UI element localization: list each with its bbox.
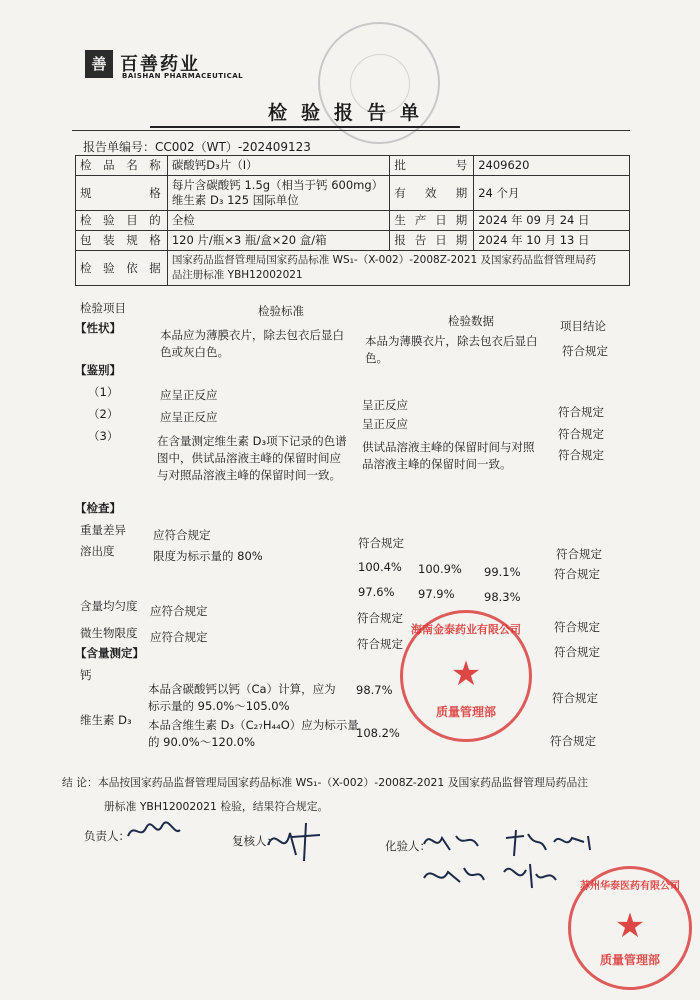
responsible-label: 负责人： [84,829,130,843]
ident-3-standard-3: 与对照品溶液主峰的保留时间一致。 [157,468,341,482]
product-label: 检品名称 [76,156,168,176]
basis-label: 检验依据 [76,251,168,286]
calcium-standard-1: 本品含碳酸钙以钙（Ca）计算，应为 [148,682,336,696]
quality-seal-right [568,866,692,990]
vd3-conclusion: 符合规定 [550,734,596,748]
title-underline [150,126,460,128]
microbial-standard: 应符合规定 [150,630,208,644]
report-number: 报告单编号：CC002（WT）-202409123 [83,140,311,154]
section-identification: 【鉴别】 [75,363,121,377]
company-name-cn: 百善药业 [120,54,200,75]
quality-seal-center [400,610,532,742]
weight-data: 符合规定 [358,536,404,550]
header-conclusion: 项目结论 [560,319,606,333]
ident-2-index: （2） [88,407,119,421]
info-table [75,155,630,286]
properties-standard-2: 色或灰白色。 [160,345,229,359]
seal-star-icon: ★ [614,906,646,946]
conclusion-line-2: 册标准 YBH12002021 检验，结果符合规定。 [104,800,329,813]
header-data: 检验数据 [448,314,494,328]
dissolution-value-5: 97.9% [418,587,455,601]
company-logo-icon: 善 [85,50,113,78]
weight-standard: 应符合规定 [153,528,211,542]
dissolution-value-2: 100.9% [418,562,462,576]
ident-3-standard-2: 图中，供试品溶液主峰的保留时间应 [157,451,341,465]
report-date-value: 2024 年 10 月 13 日 [474,231,630,251]
package-label: 包装规格 [76,231,168,251]
header-item: 检验项目 [80,301,126,315]
validity-label: 有效期 [390,176,474,211]
properties-data-1: 本品为薄膜衣片，除去包衣后显白 [365,334,538,348]
properties-conclusion: 符合规定 [562,344,608,358]
calcium-standard-2: 标示量的 95.0%～105.0% [148,699,290,713]
properties-data-2: 色。 [365,351,388,365]
conclusion-line-1: 结 论：本品按国家药品监督管理局国家药品标准 WS₁-（X-002）-2008Z-2021 及国家药品监督管理局药品注 [62,776,589,789]
report-date-label: 报告日期 [390,231,474,251]
ident-3-index: （3） [88,429,119,443]
ident-3-data-1: 供试品溶液主峰的保留时间与对照 [362,440,535,454]
ident-1-data: 呈正反应 [362,398,408,412]
seal-center-bottom-text: 质量管理部 [435,705,496,719]
microbial-label: 微生物限度 [80,626,138,640]
uniformity-data: 符合规定 [357,611,403,625]
product-value: 碳酸钙D₃片（I） [167,156,390,176]
dissolution-conclusion: 符合规定 [554,567,600,581]
vd3-data: 108.2% [356,726,400,740]
vd3-standard-2: 的 90.0%～120.0% [148,735,256,749]
company-name-en: BAISHAN PHARMACEUTICAL [122,72,244,80]
validity-value: 24 个月 [474,176,630,211]
basis-line-1: 国家药品监督管理局国家药品标准 WS₁-（X-002）-2008Z-2021 及国家药品监督管理局药 [171,254,597,266]
vd3-label: 维生素 D₃ [80,713,132,727]
prod-date-value: 2024 年 09 月 24 日 [474,211,630,231]
calcium-label: 钙 [80,668,92,682]
spec-value [167,176,390,211]
ident-2-standard: 应呈正反应 [160,410,218,424]
section-assay: 【含量测定】 [75,646,144,660]
ident-1-conclusion: 符合规定 [558,405,604,419]
properties-standard-1: 本品应为薄膜衣片，除去包衣后显白 [160,328,344,342]
microbial-data: 符合规定 [357,637,403,651]
divider [72,130,630,131]
reviewer-signature [262,815,326,865]
header-standard: 检验标准 [258,304,304,318]
ident-3-conclusion: 符合规定 [558,448,604,462]
reviewer-label: 复核人： [232,834,278,848]
dissolution-value-4: 97.6% [358,585,395,599]
page-title: 检验报告单 [268,102,434,124]
purpose-label: 检验目的 [76,211,168,231]
seal-right-bottom-text: 质量管理部 [599,953,660,967]
weight-label: 重量差异 [80,523,126,537]
ident-2-data: 呈正反应 [362,417,408,431]
ident-1-index: （1） [88,385,119,399]
seal-star-icon: ★ [450,654,482,694]
tester-label: 化验人： [385,839,431,853]
ident-2-conclusion: 符合规定 [558,427,604,441]
uniformity-standard: 应符合规定 [150,604,208,618]
spec-line-2: 维生素 D₃ 125 国际单位 [171,193,299,207]
dissolution-value-6: 98.3% [484,590,521,604]
vd3-standard-1: 本品含维生素 D₃（C₂₇H₄₄O）应为标示量 [148,718,359,732]
ident-1-standard: 应呈正反应 [160,388,218,402]
seal-right-ring-text: 苏州华泰医药有限公司 [580,881,680,892]
batch-label: 批号 [390,156,474,176]
section-properties: 【性状】 [75,321,121,335]
basis-value [167,251,629,286]
ident-3-data-2: 品溶液主峰的保留时间一致。 [362,457,512,471]
purpose-value: 全检 [167,211,390,231]
dissolution-value-1: 100.4% [358,560,402,574]
uniformity-label: 含量均匀度 [80,599,138,613]
section-inspection: 【检查】 [75,501,121,515]
uniformity-conclusion: 符合规定 [554,620,600,634]
prod-date-label: 生产日期 [390,211,474,231]
calcium-conclusion: 符合规定 [552,691,598,705]
spec-label: 规格 [76,176,168,211]
seal-center-ring-text: 海南金泰药业有限公司 [411,623,521,636]
basis-line-2: 品注册标准 YBH12002021 [171,269,303,281]
dissolution-standard: 限度为标示量的 80% [153,549,263,563]
dissolution-value-3: 99.1% [484,565,521,579]
dissolution-label: 溶出度 [80,544,115,558]
batch-value: 2409620 [474,156,630,176]
calcium-data: 98.7% [356,683,393,697]
spec-line-1: 每片含碳酸钙 1.5g（相当于钙 600mg） [171,178,384,192]
package-value: 120 片/瓶×3 瓶/盒×20 盒/箱 [167,231,390,251]
weight-conclusion: 符合规定 [556,547,602,561]
responsible-signature [124,818,184,844]
ident-3-standard-1: 在含量测定维生素 D₃项下记录的色谱 [157,434,347,448]
microbial-conclusion: 符合规定 [554,645,600,659]
